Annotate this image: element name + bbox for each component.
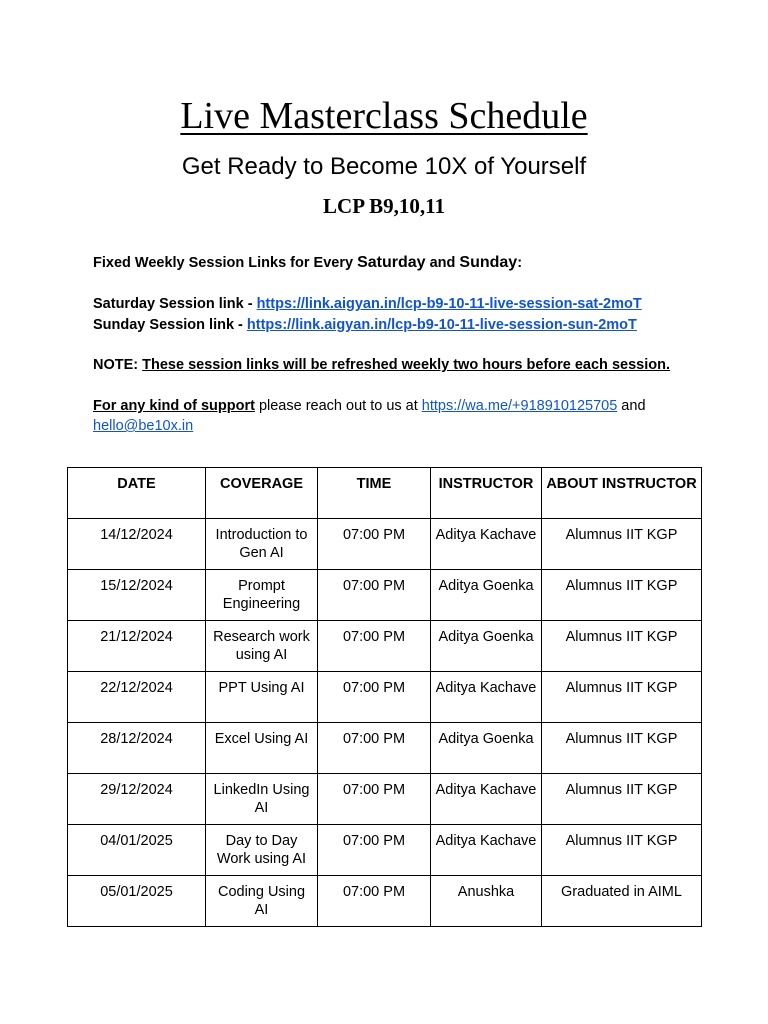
- header-instructor: INSTRUCTOR: [431, 468, 542, 519]
- table-row: [68, 519, 702, 570]
- cell-about: Alumnus IIT KGP: [542, 519, 702, 570]
- cell-coverage: PPT Using AI: [206, 672, 318, 723]
- cell-about: Alumnus IIT KGP: [542, 672, 702, 723]
- cell-instructor: Aditya Kachave: [431, 825, 542, 876]
- header-time: TIME: [318, 468, 431, 519]
- cell-coverage: Prompt Engineering: [206, 570, 318, 621]
- table-row: [68, 672, 702, 723]
- sunday-session-link[interactable]: https://link.aigyan.in/lcp-b9-10-11-live-session-sun-2moT: [246, 317, 637, 333]
- cell-date: 04/01/2025: [68, 825, 206, 876]
- support-email-link[interactable]: hello@be10x.in: [93, 418, 194, 434]
- intro-sunday: Sunday: [459, 254, 518, 271]
- cell-instructor: Anushka: [431, 876, 542, 927]
- cell-instructor: Aditya Goenka: [431, 570, 542, 621]
- schedule-table: [67, 467, 702, 927]
- sunday-session-label: Sunday Session link -: [93, 317, 247, 333]
- cell-coverage: Day to Day Work using AI: [206, 825, 318, 876]
- header-about-instructor: ABOUT INSTRUCTOR: [542, 468, 702, 519]
- cell-date: 28/12/2024: [68, 723, 206, 774]
- sunday-session-line: [93, 315, 713, 336]
- cell-instructor: Aditya Goenka: [431, 621, 542, 672]
- cell-date: 22/12/2024: [68, 672, 206, 723]
- cell-about: Alumnus IIT KGP: [542, 621, 702, 672]
- intro-saturday: Saturday: [357, 254, 426, 271]
- note-label: NOTE:: [93, 357, 139, 373]
- session-links-intro: [93, 252, 713, 274]
- cell-time: 07:00 PM: [318, 876, 431, 927]
- support-email-line: [93, 416, 713, 437]
- header-date: DATE: [68, 468, 206, 519]
- cell-coverage: Excel Using AI: [206, 723, 318, 774]
- cell-date: 14/12/2024: [68, 519, 206, 570]
- table-row: [68, 774, 702, 825]
- table-row: [68, 723, 702, 774]
- support-line: [93, 396, 713, 417]
- support-text: please reach out to us at: [254, 398, 422, 414]
- batch-label: LCP B9,10,11: [323, 194, 445, 218]
- cell-about: Alumnus IIT KGP: [542, 570, 702, 621]
- saturday-session-line: [93, 294, 713, 315]
- intro-prefix: Fixed Weekly Session Links for Every: [93, 255, 358, 271]
- cell-time: 07:00 PM: [318, 825, 431, 876]
- table-row: [68, 570, 702, 621]
- cell-coverage: Introduction to Gen AI: [206, 519, 318, 570]
- cell-time: 07:00 PM: [318, 621, 431, 672]
- cell-time: 07:00 PM: [318, 672, 431, 723]
- table-row: [68, 825, 702, 876]
- cell-date: 05/01/2025: [68, 876, 206, 927]
- whatsapp-link[interactable]: https://wa.me/+918910125705: [421, 398, 618, 414]
- table-row: [68, 621, 702, 672]
- cell-coverage: LinkedIn Using AI: [206, 774, 318, 825]
- cell-time: 07:00 PM: [318, 723, 431, 774]
- page-subtitle: Get Ready to Become 10X of Yourself: [181, 153, 587, 180]
- table-row: [68, 876, 702, 927]
- support-label: For any kind of support: [93, 398, 255, 414]
- note-text: These session links will be refreshed weekly two hours before each session.: [142, 357, 670, 373]
- intro-and: and: [425, 255, 460, 271]
- cell-time: 07:00 PM: [318, 774, 431, 825]
- cell-coverage: Coding Using AI: [206, 876, 318, 927]
- header-coverage: COVERAGE: [206, 468, 318, 519]
- cell-date: 21/12/2024: [68, 621, 206, 672]
- cell-coverage: Research work using AI: [206, 621, 318, 672]
- cell-date: 29/12/2024: [68, 774, 206, 825]
- cell-instructor: Aditya Goenka: [431, 723, 542, 774]
- cell-about: Alumnus IIT KGP: [542, 723, 702, 774]
- note-line: [93, 355, 713, 376]
- cell-instructor: Aditya Kachave: [431, 519, 542, 570]
- saturday-session-label: Saturday Session link -: [93, 296, 257, 312]
- saturday-session-link[interactable]: https://link.aigyan.in/lcp-b9-10-11-live-session-sat-2moT: [256, 296, 642, 312]
- support-and: and: [617, 398, 646, 414]
- cell-instructor: Aditya Kachave: [431, 774, 542, 825]
- cell-instructor: Aditya Kachave: [431, 672, 542, 723]
- cell-about: Alumnus IIT KGP: [542, 825, 702, 876]
- cell-date: 15/12/2024: [68, 570, 206, 621]
- page-title: Live Masterclass Schedule: [180, 95, 588, 137]
- cell-about: Graduated in AIML: [542, 876, 702, 927]
- cell-time: 07:00 PM: [318, 519, 431, 570]
- cell-about: Alumnus IIT KGP: [542, 774, 702, 825]
- intro-suffix: :: [517, 255, 523, 271]
- table-header-row: [68, 468, 702, 519]
- cell-time: 07:00 PM: [318, 570, 431, 621]
